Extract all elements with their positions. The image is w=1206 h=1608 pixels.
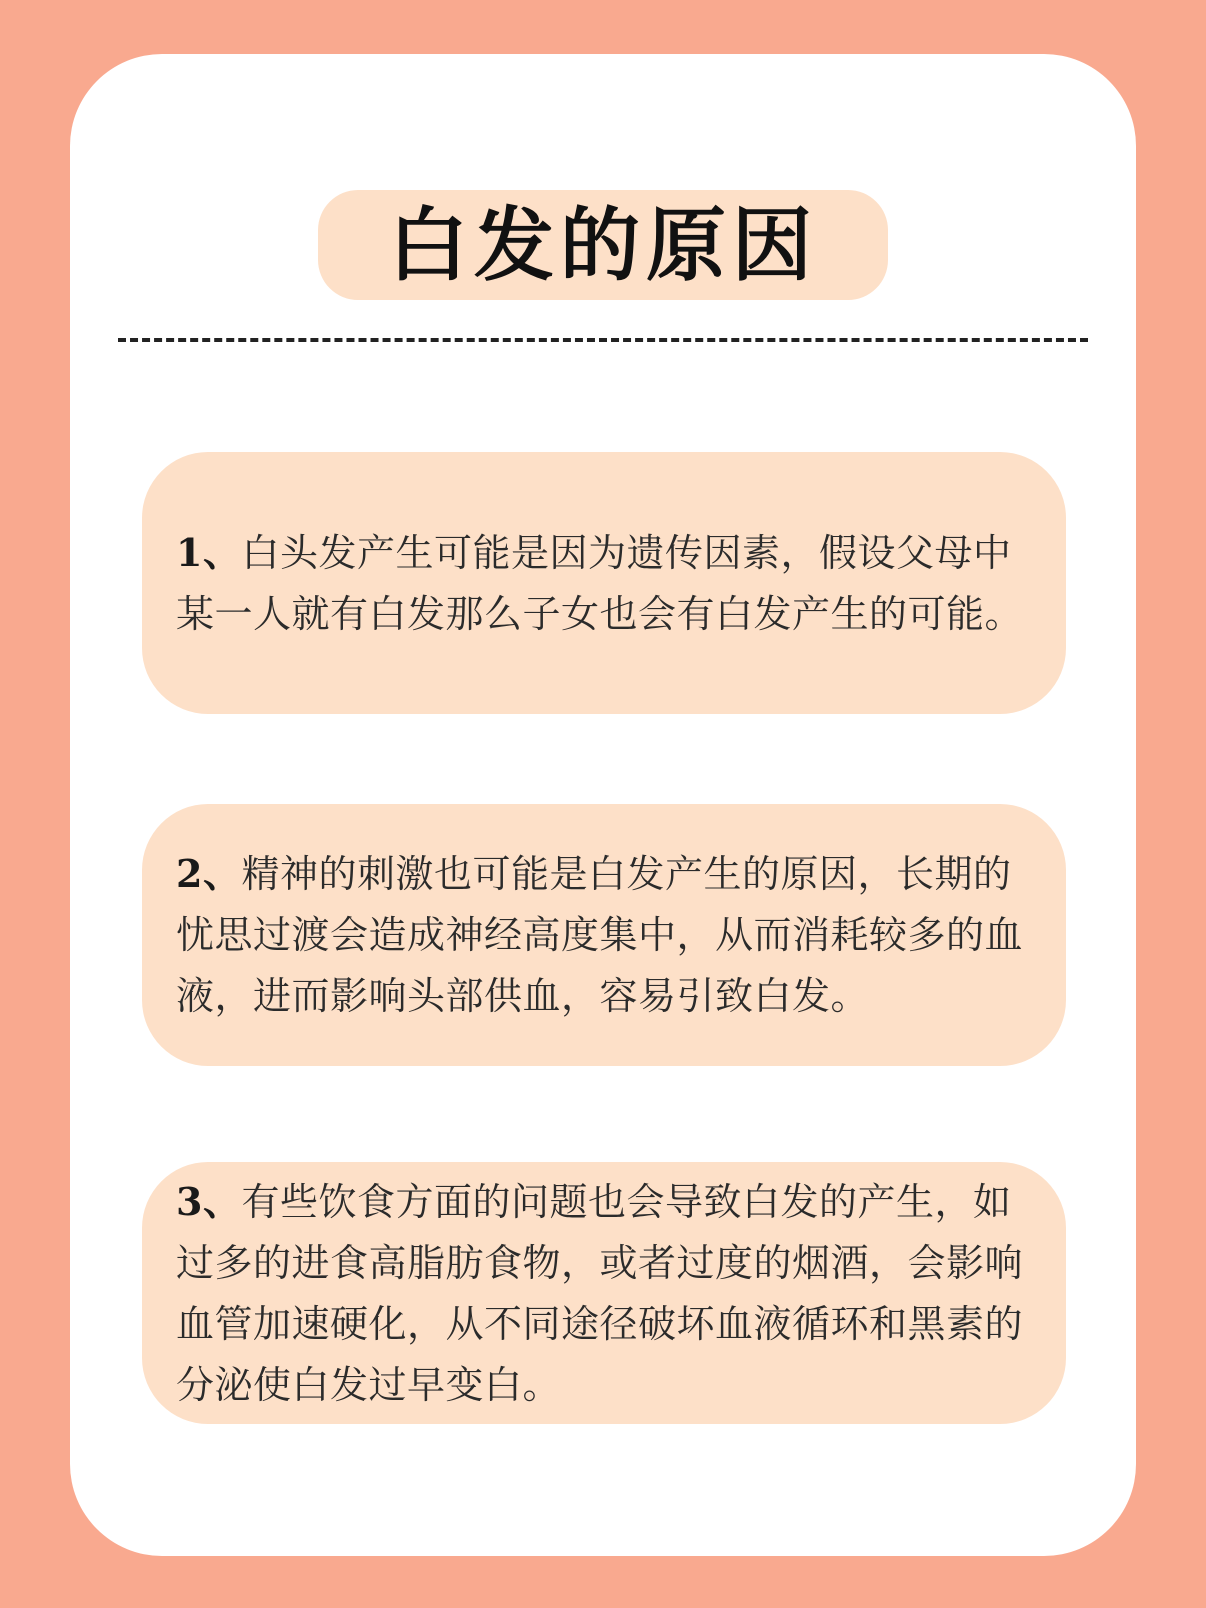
- reason-card-3: [142, 1162, 1066, 1424]
- reason-body-3: 有些饮食方面的问题也会导致白发的产生，如过多的进食高脂肪食物，或者过度的烟酒，会影响血管加速硬化，从不同途径破坏血液循环和黑素的分泌使白发过早变白。: [176, 1179, 1024, 1407]
- dashed-divider: [118, 338, 1088, 342]
- reason-number-3: 3、: [176, 1178, 242, 1224]
- title-pill: [318, 190, 888, 300]
- reason-number-1: 1、: [176, 529, 242, 575]
- content-card: [70, 54, 1136, 1556]
- reason-card-1: [142, 452, 1066, 714]
- reason-text-3: [176, 1171, 1034, 1416]
- reason-body-1: 白头发产生可能是因为遗传因素，假设父母中某一人就有白发那么子女也会有白发产生的可能。: [176, 530, 1024, 636]
- reason-text-1: [176, 522, 1034, 645]
- reason-text-2: [176, 843, 1034, 1027]
- page-title: 白发的原因: [388, 198, 818, 292]
- reason-body-2: 精神的刺激也可能是白发产生的原因，长期的忧思过渡会造成神经高度集中，从而消耗较多的血液，进而影响头部供血，容易引致白发。: [176, 852, 1024, 1018]
- reason-number-2: 2、: [176, 851, 242, 896]
- reason-card-2: [142, 804, 1066, 1066]
